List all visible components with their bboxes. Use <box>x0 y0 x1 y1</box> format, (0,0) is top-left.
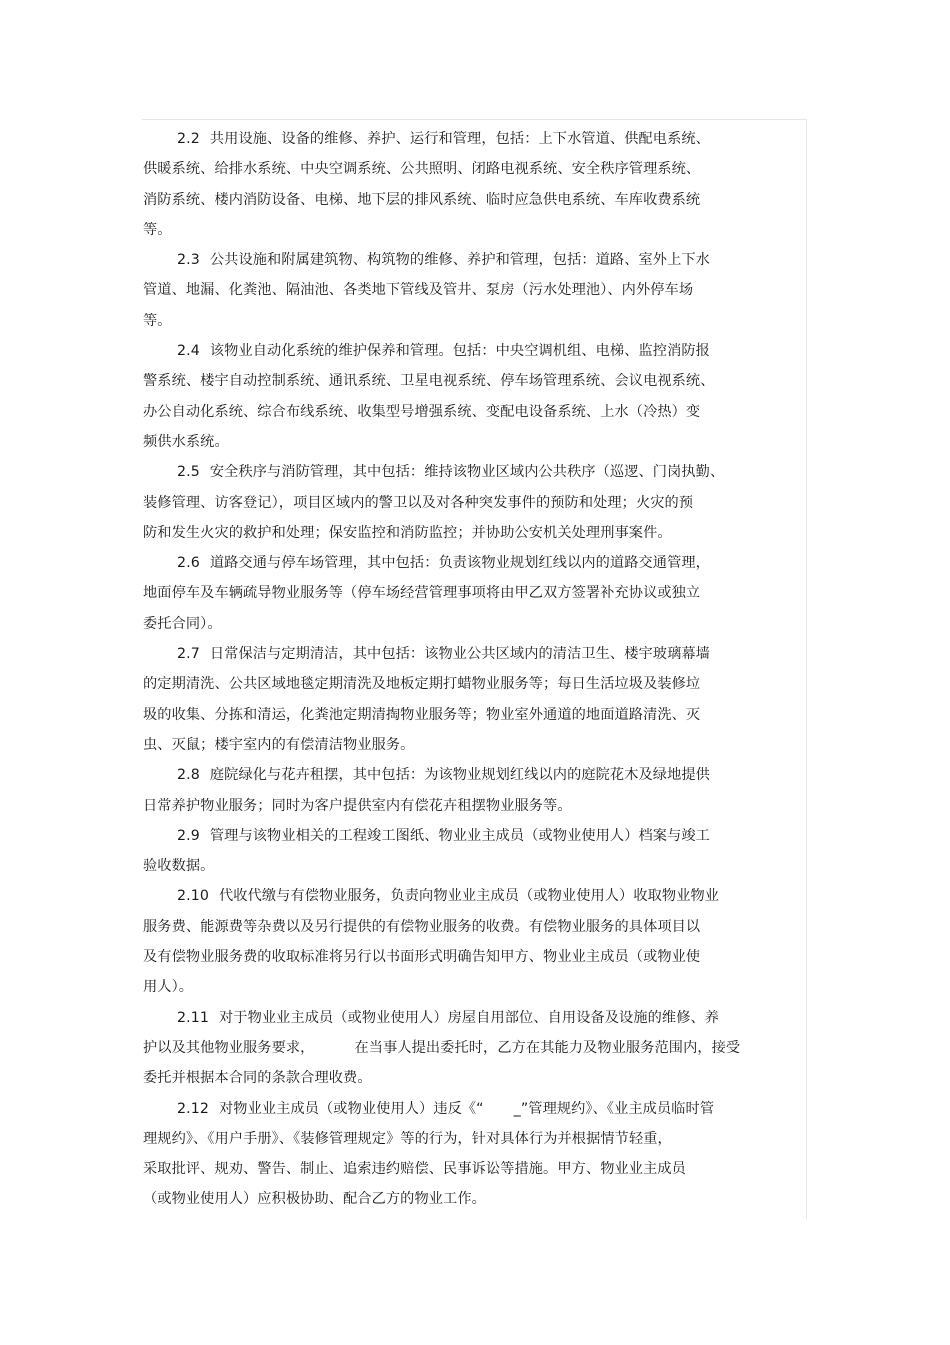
clause-2-6-line-3: 委托合同）。 <box>143 615 222 632</box>
clause-2-4-line-1: 2.4 该物业自动化系统的维护保养和管理。包括：中央空调机组、电梯、监控消防报 <box>143 336 783 366</box>
clause-number: 2.4 <box>177 343 200 360</box>
clause-2-5-line-3: 防和发生火灾的救护和处理；保安监控和消防监控；并协助公安机关处理刑事案件。 <box>143 524 672 541</box>
clause-2-4-line-3: 办公自动化系统、综合布线系统、收集型号增强系统、变配电设备系统、上水（冷热）变 <box>143 403 701 420</box>
clause-2-11-line-2: 护以及其他物业服务要求， 在当事人提出委托时，乙方在其能力及物业服务范围内，接受 <box>143 1039 741 1056</box>
clause-2-10-line-1: 2.10 代收代缴与有偿物业服务，负责向物业业主成员（或物业使用人）收取物业物业 <box>143 881 783 911</box>
clause-2-9-line-1: 2.9 管理与该物业相关的工程竣工图纸、物业业主成员（或物业使用人）档案与竣工 <box>143 821 783 851</box>
clause-number: 2.5 <box>177 464 200 481</box>
clause-2-12-line-1: 2.12 对物业业主成员（或物业使用人）违反《“ _”管理规约》、《业主成员临时管 <box>143 1094 783 1124</box>
clause-2-3-line-1: 2.3 公共设施和附属建筑物、构筑物的维修、养护和管理，包括：道路、室外上下水 <box>143 245 783 275</box>
clause-2-2-line-2: 供暖系统、给排水系统、中央空调系统、公共照明、闭路电视系统、安全秩序管理系统、 <box>143 161 701 178</box>
clause-2-3-line-2: 管道、地漏、化粪池、隔油池、各类地下管线及管井、泵房（污水处理池）、内外停车场 <box>143 282 694 299</box>
clause-2-8-line-2: 日常养护物业服务；同时为客户提供室内有偿花卉租摆物业服务等。 <box>143 797 572 814</box>
clause-2-5-line-2: 装修管理、访客登记），项目区域内的警卫以及对各种突发事件的预防和处理；火灾的预 <box>143 494 694 511</box>
clause-2-6-line-1: 2.6 道路交通与停车场管理，其中包括：负责该物业规划红线以内的道路交通管理， <box>143 548 783 578</box>
clause-number: 2.2 <box>177 131 200 147</box>
clause-2-9-line-2: 验收数据。 <box>143 858 215 875</box>
clause-2-7-line-4: 虫、灭鼠；楼宇室内的有偿清洁物业服务。 <box>143 736 415 753</box>
clause-2-12-line-2: 理规约》、《用户手册》、《装修管理规定》等的行为，针对具体行为并根据情节轻重， <box>143 1130 672 1147</box>
clause-number: 2.12 <box>177 1100 209 1117</box>
clause-2-11-line-1: 2.11 对于物业业主成员（或物业使用人）房屋自用部位、自用设备及设施的维修、养 <box>143 1003 783 1033</box>
clause-number: 2.9 <box>177 827 200 844</box>
clause-2-12-line-3: 采取批评、规劝、警告、制止、追索违约赔偿、民事诉讼等措施。甲方、物业业主成员 <box>143 1161 686 1178</box>
clause-2-2-line-4: 等。 <box>143 221 172 238</box>
clause-2-6-line-2: 地面停车及车辆疏导物业服务等（停车场经营管理事项将由甲乙双方签署补充协议或独立 <box>143 585 701 602</box>
document-body <box>143 124 783 1215</box>
clause-number: 2.7 <box>177 646 200 663</box>
clause-2-8-line-1: 2.8 庭院绿化与花卉租摆，其中包括：为该物业规划红线以内的庭院花木及绿地提供 <box>143 760 783 790</box>
clause-2-4-line-4: 频供水系统。 <box>143 433 229 450</box>
clause-2-7-line-1: 2.7 日常保洁与定期清洁，其中包括：该物业公共区域内的清洁卫生、楼宇玻璃幕墙 <box>143 639 783 669</box>
clause-2-5-line-1: 2.5 安全秩序与消防管理，其中包括：维持该物业区域内公共秩序（巡逻、门岗执勤、 <box>143 457 783 487</box>
clause-2-11-line-3: 委托并根据本合同的条款合理收费。 <box>143 1070 372 1087</box>
clause-2-10-line-2: 服务费、能源费等杂费以及另行提供的有偿物业服务的收费。有偿物业服务的具体项目以 <box>143 918 701 935</box>
clause-number: 2.10 <box>177 888 209 905</box>
clause-2-4-line-2: 警系统、楼宇自动控制系统、通讯系统、卫星电视系统、停车场管理系统、会议电视系统、 <box>143 373 715 390</box>
clause-2-10-line-4: 用人）。 <box>143 979 194 996</box>
clause-number: 2.6 <box>177 555 200 572</box>
clause-2-2-line-1: 2.2 共用设施、设备的维修、养护、运行和管理，包括：上下水管道、供配电系统、 <box>143 124 783 154</box>
clause-2-2-line-3: 消防系统、楼内消防设备、电梯、地下层的排风系统、临时应急供电系统、车库收费系统 <box>143 191 701 208</box>
clause-2-7-line-3: 圾的收集、分拣和清运，化粪池定期清掏物业服务等；物业室外通道的地面道路清洗、灭 <box>143 706 701 723</box>
clause-number: 2.8 <box>177 767 200 784</box>
clause-number: 2.3 <box>177 252 200 269</box>
clause-2-12-line-4: （或物业使用人）应积极协助、配合乙方的物业工作。 <box>143 1191 486 1208</box>
clause-number: 2.11 <box>177 1009 209 1026</box>
clause-2-10-line-3: 及有偿物业服务费的收取标准将另行以书面形式明确告知甲方、物业业主成员（或物业使 <box>143 949 701 966</box>
clause-2-3-line-3: 等。 <box>143 312 172 329</box>
clause-2-7-line-2: 的定期清洗、公共区域地毯定期清洗及地板定期打蜡物业服务等；每日生活垃圾及装修垃 <box>143 676 701 693</box>
